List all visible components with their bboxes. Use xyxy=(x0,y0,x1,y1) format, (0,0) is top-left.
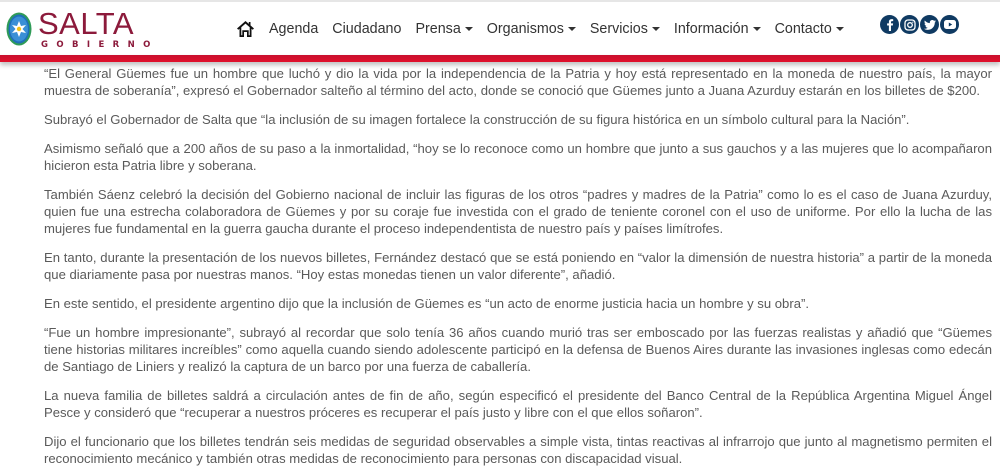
salta-logo[interactable] xyxy=(6,6,159,50)
star-shield-emblem-icon xyxy=(6,12,32,46)
chevron-down-icon xyxy=(836,27,844,31)
article-body xyxy=(44,62,992,474)
nav-item-agenda[interactable] xyxy=(269,21,318,37)
chevron-down-icon xyxy=(753,27,761,31)
article-paragraph: “El General Güemes fue un hombre que luchó y dio la vida por la independencia de la Patria y hoy está representado en la moneda de nuestro país, la mayor muestra de soberanía”, expresó el Gobernador salteño al término del acto, donde se conoció que Güemes junto a Juana Azurduy estarán en los billetes de $200. xyxy=(44,66,992,98)
youtube-icon[interactable] xyxy=(940,15,959,34)
article-paragraph: En este sentido, el presidente argentino dijo que la inclusión de Güemes es “un acto de enorme justicia hacia un hombre y su obra”. xyxy=(44,296,809,311)
chevron-down-icon xyxy=(652,27,660,31)
nav-item-ciudadano[interactable] xyxy=(332,21,401,37)
nav-label: Prensa xyxy=(415,21,461,37)
nav-home-link[interactable] xyxy=(236,19,256,39)
nav-item-organismos[interactable] xyxy=(487,21,576,37)
site-header xyxy=(0,0,1000,54)
nav-label: Ciudadano xyxy=(332,21,402,37)
nav-item-contacto[interactable] xyxy=(775,21,844,37)
twitter-icon[interactable] xyxy=(920,15,939,34)
nav-item-servicios[interactable] xyxy=(590,21,660,37)
article-paragraph: Asimismo señaló que a 200 años de su paso a la inmortalidad, “hoy se lo reconoce como un hombre que junto a sus gauchos y a las mujeres que lo acompañaron hicieron esta Patria libre y soberana. xyxy=(44,141,992,173)
article-paragraph: También Sáenz celebró la decisión del Gobierno nacional de incluir las figuras de los otros “padres y madres de la Patria” como lo es el caso de Juana Azurduy, quien fue una estrecha colaboradora de Güemes y por su coraje fue investida con el grado de teniente coronel con el uso de uniforme. Por ello la lucha de las mujeres fue fundamental en la guerra gaucha durante el proceso independentista de nuestro país y países limítrofes. xyxy=(44,187,992,236)
nav-label: Agenda xyxy=(269,21,319,37)
facebook-icon[interactable] xyxy=(880,15,899,34)
article-paragraph: Subrayó el Gobernador de Salta que “la inclusión de su imagen fortalece la construcción de su figura histórica en un símbolo cultural para la Nación”. xyxy=(44,112,910,127)
instagram-icon[interactable] xyxy=(900,15,919,34)
article-paragraph: La nueva familia de billetes saldrá a circulación antes de fin de año, según especificó el presidente del Banco Central de la República Argentina Miguel Ángel Pesce y consideró que “recuperar a nuestros próceres es recuperar el país justo y libre con el que ellos soñaron”. xyxy=(44,388,992,420)
nav-item-prensa[interactable] xyxy=(415,21,472,37)
article-paragraph: Dijo el funcionario que los billetes tendrán seis medidas de seguridad observables a simple vista, tintas reactivas al infrarrojo que junto al magnetismo permiten el reconocimiento mecánico y también otras medidas de reconocimiento para personas con discapacidad visual. xyxy=(44,434,992,466)
nav-label: Contacto xyxy=(774,21,832,37)
nav-label: Servicios xyxy=(589,21,648,37)
header-accent-bar xyxy=(0,55,1000,62)
logo-subtitle: GOBIERNO xyxy=(41,40,159,50)
article-paragraph: En tanto, durante la presentación de los nuevos billetes, Fernández destacó que se está poniendo en “valor la dimensión de nuestra historia” a partir de la moneda que diariamente pasa por nuestras manos. “Hoy estas monedas tienen un valor diferente”, añadió. xyxy=(44,250,992,282)
chevron-down-icon xyxy=(568,27,576,31)
nav-item-informacion[interactable] xyxy=(674,21,761,37)
nav-label: Organismos xyxy=(486,21,564,37)
main-nav xyxy=(236,17,858,41)
nav-label: Información xyxy=(673,21,749,37)
article-paragraph: “Fue un hombre impresionante”, subrayó al recordar que solo tenía 36 años cuando murió tras ser emboscado por las fuerzas realistas y añadió que “Güemes tiene historias militares increíbles” como aquella cuando siendo adolescente participó en la defensa de Buenos Aires durante las invasiones inglesas como edecán de Santiago de Liniers y realizó la captura de un barco por una fuerza de caballería. xyxy=(44,325,992,374)
home-icon xyxy=(236,20,255,38)
chevron-down-icon xyxy=(465,27,473,31)
logo-title: SALTA xyxy=(38,6,135,41)
social-links xyxy=(880,15,959,34)
